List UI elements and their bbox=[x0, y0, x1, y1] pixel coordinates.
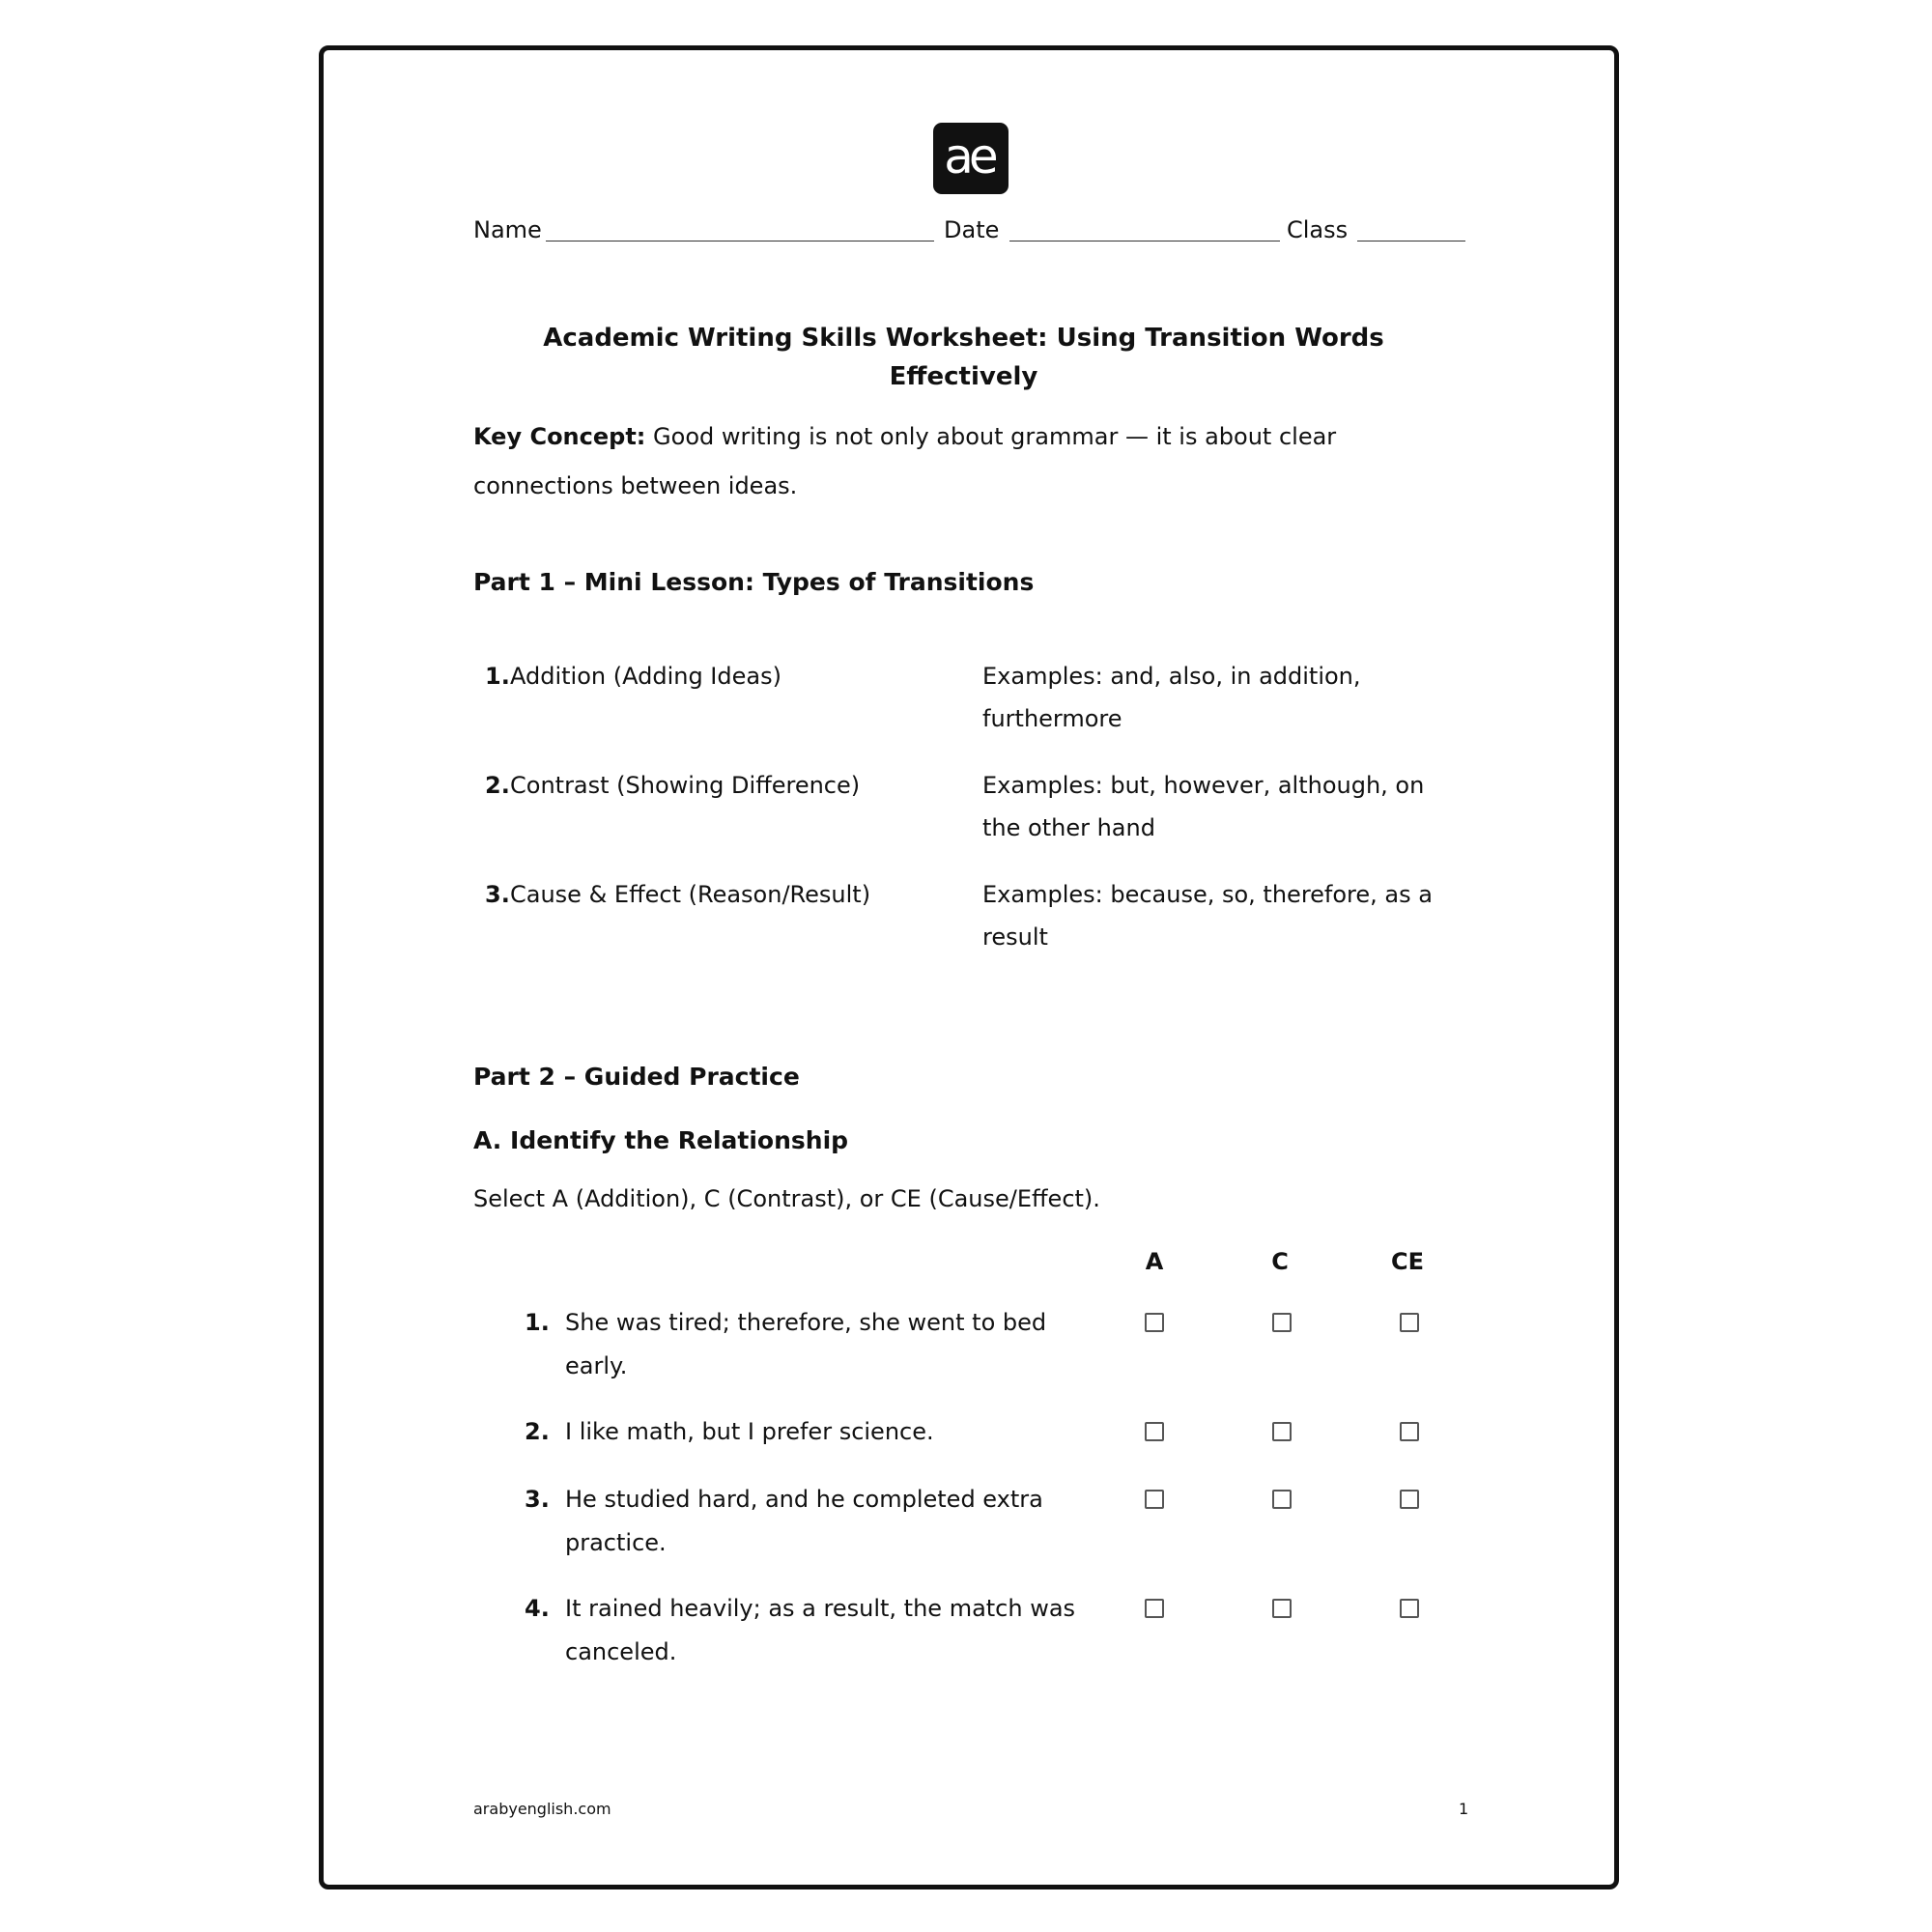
key-concept bbox=[473, 412, 1454, 511]
checkbox-c[interactable] bbox=[1272, 1599, 1292, 1618]
transition-examples: Examples: because, so, therefore, as a result bbox=[982, 881, 1433, 951]
column-header-c: C bbox=[1271, 1248, 1289, 1275]
worksheet-title: Academic Writing Skills Worksheet: Using Transition Words Effectively bbox=[543, 324, 1384, 391]
checkbox-ce[interactable] bbox=[1400, 1313, 1419, 1332]
key-concept-label: Key Concept: bbox=[473, 423, 646, 450]
question-text: It rained heavily; as a result, the match was canceled. bbox=[565, 1595, 1076, 1665]
checkbox-a[interactable] bbox=[1145, 1313, 1164, 1332]
student-info-row bbox=[473, 214, 1454, 245]
column-header-a: A bbox=[1145, 1248, 1164, 1275]
transition-type: Cause & Effect (Reason/Result) bbox=[510, 881, 871, 908]
question-number: 1. bbox=[525, 1309, 550, 1336]
class-label: Class bbox=[1287, 216, 1349, 243]
ae-logo: ae bbox=[933, 123, 1009, 194]
checkbox-ce[interactable] bbox=[1400, 1599, 1419, 1618]
question-text: He studied hard, and he completed extra practice. bbox=[565, 1486, 1043, 1556]
transition-type: Addition (Adding Ideas) bbox=[510, 663, 781, 690]
checkbox-a[interactable] bbox=[1145, 1422, 1164, 1441]
question-text: She was tired; therefore, she went to bed early. bbox=[565, 1309, 1047, 1379]
checkbox-c[interactable] bbox=[1272, 1422, 1292, 1441]
transition-type: Contrast (Showing Difference) bbox=[510, 772, 861, 799]
name-field[interactable] bbox=[546, 241, 934, 242]
checkbox-ce[interactable] bbox=[1400, 1490, 1419, 1509]
footer-website: arabyenglish.com bbox=[473, 1800, 611, 1818]
checkbox-a[interactable] bbox=[1145, 1490, 1164, 1509]
transition-number: 1. bbox=[485, 663, 510, 690]
key-concept-text: Good writing is not only about grammar — it is about clear connections between ideas. bbox=[473, 423, 1337, 499]
transition-number: 2. bbox=[485, 772, 510, 799]
transition-examples: Examples: and, also, in addition, furthermore bbox=[982, 663, 1361, 732]
checkbox-ce[interactable] bbox=[1400, 1422, 1419, 1441]
question-text: I like math, but I prefer science. bbox=[565, 1418, 934, 1445]
instruction-text: Select A (Addition), C (Contrast), or CE (Cause/Effect). bbox=[473, 1185, 1100, 1212]
date-field[interactable] bbox=[1009, 241, 1280, 242]
section-a-heading: A. Identify the Relationship bbox=[473, 1126, 849, 1154]
checkbox-c[interactable] bbox=[1272, 1313, 1292, 1332]
column-header-ce: CE bbox=[1390, 1248, 1424, 1275]
date-label: Date bbox=[944, 216, 1000, 243]
part1-heading: Part 1 – Mini Lesson: Types of Transitions bbox=[473, 568, 1035, 596]
checkbox-c[interactable] bbox=[1272, 1490, 1292, 1509]
page-number: 1 bbox=[1459, 1800, 1469, 1818]
question-number: 3. bbox=[525, 1486, 550, 1513]
checkbox-a[interactable] bbox=[1145, 1599, 1164, 1618]
part2-heading: Part 2 – Guided Practice bbox=[473, 1063, 800, 1091]
question-number: 4. bbox=[525, 1595, 550, 1622]
transition-examples: Examples: but, however, although, on the other hand bbox=[982, 772, 1425, 841]
question-number: 2. bbox=[525, 1418, 550, 1445]
transition-number: 3. bbox=[485, 881, 510, 908]
class-field[interactable] bbox=[1357, 241, 1465, 242]
name-label: Name bbox=[473, 216, 542, 243]
